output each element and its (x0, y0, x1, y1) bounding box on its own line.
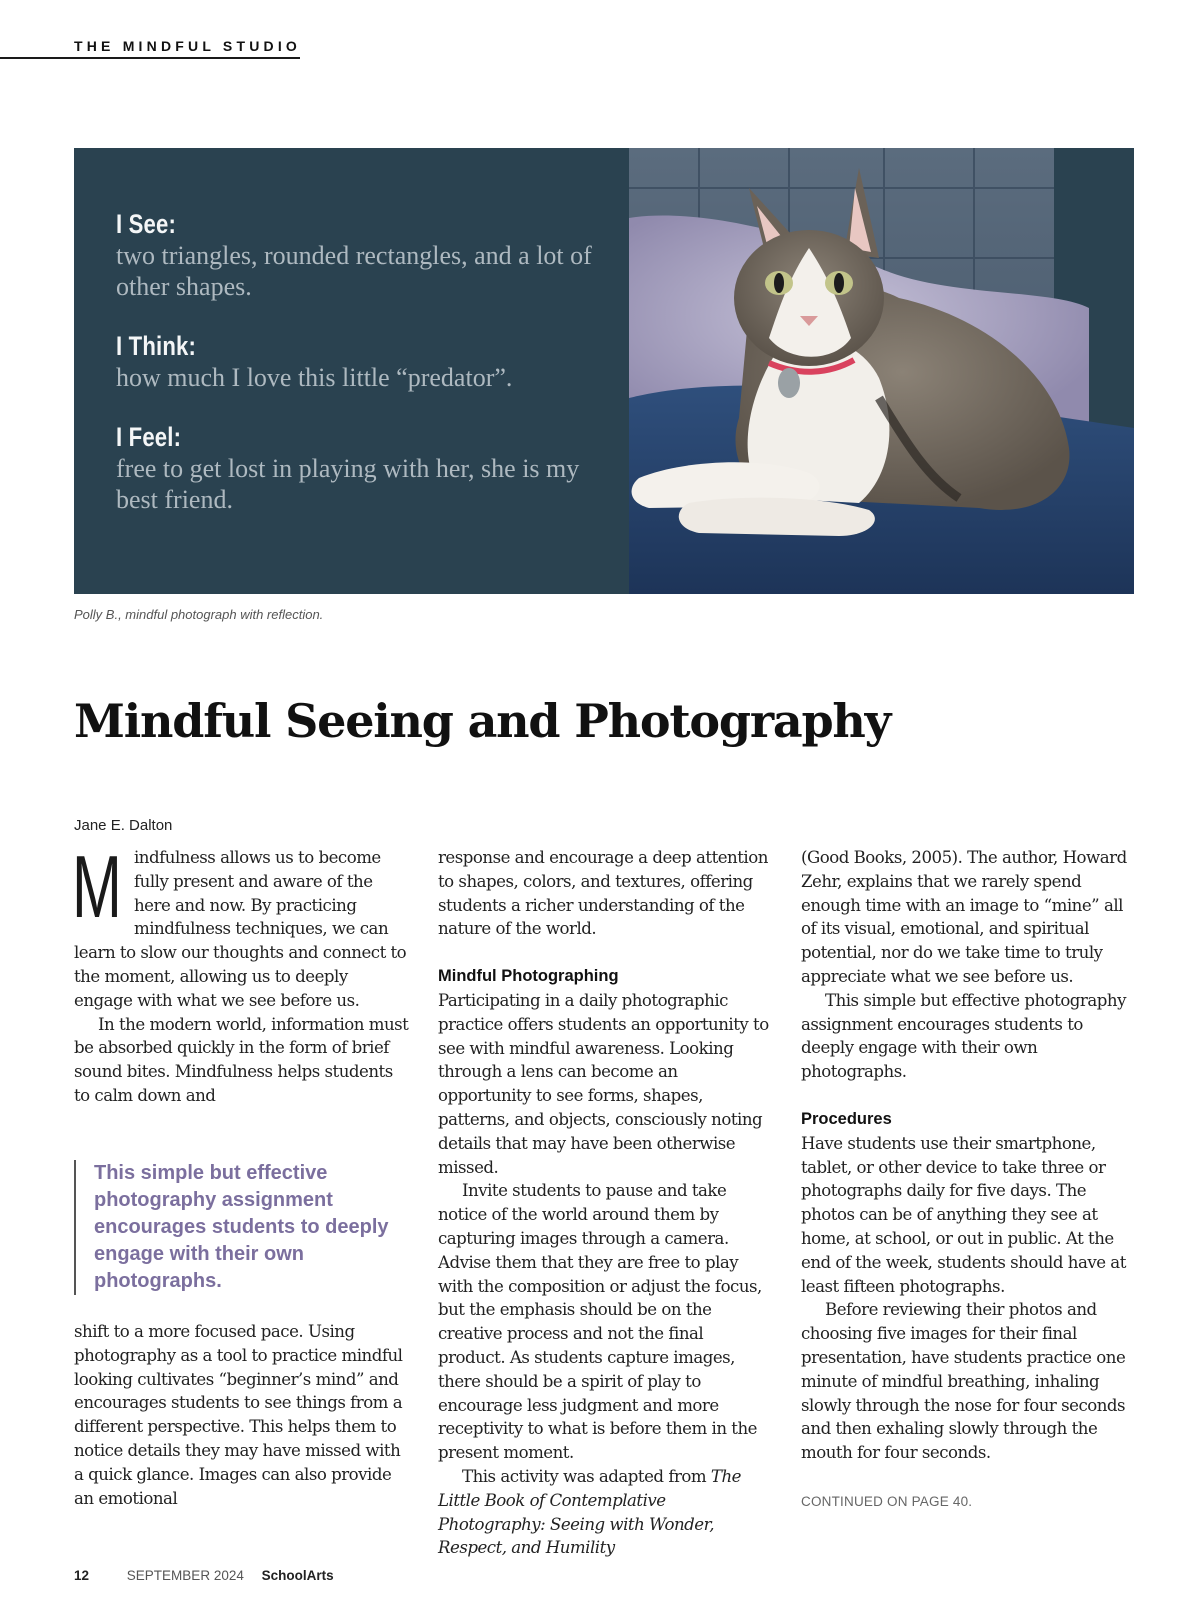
paragraph: In the modern world, information must be absorbed quickly in the form of brief sound bites. Mindfulness helps students to calm down and (74, 1014, 409, 1105)
reflection-heading-feel: I Feel: (116, 422, 182, 452)
cat-photo (629, 148, 1134, 594)
paragraph (438, 1465, 774, 1560)
continued-notice: CONTINUED ON PAGE 40. (801, 1494, 973, 1509)
issue-date: SEPTEMBER 2024 (126, 1568, 244, 1583)
book-title: The Little Book of Contemplative Photography: Seeing with Wonder, Respect, and Humility (438, 1466, 741, 1558)
article-title: Mindful Seeing and Photography (74, 694, 891, 748)
reflection-text-feel: free to get lost in playing with her, she is my best friend. (116, 454, 580, 514)
reflection-text-think: how much I love this little “predator”. (116, 363, 513, 392)
paragraph: Before reviewing their photos and choosing five images for their final presentation, have students practice one minute of mindful breathing, inhaling slowly through the nose for four seconds and then exhaling slowly through the mouth for four seconds. (801, 1300, 1126, 1463)
page-number: 12 (74, 1568, 90, 1583)
figure-caption: Polly B., mindful photograph with reflection. (74, 607, 324, 622)
intro-text: indfulness allows us to become fully present and aware of the here and now. By practicing mindfulness techniques, we can learn to slow our thoughts and connect to the moment, allowing us to deeply engage with what we see before us. (74, 848, 407, 1010)
paragraph: Have students use their smartphone, tablet, or other device to take three or photographs daily for five days. The photos can be of anything they see at home, at school, or out in public. At the end of the week, students should have at least fifteen photographs. (801, 1133, 1126, 1296)
subhead-mindful-photographing: Mindful Photographing (438, 967, 619, 986)
section-label: THE MINDFUL STUDIO (74, 38, 302, 54)
paragraph: (Good Books, 2005). The author, Howard Zehr, explains that we rarely spend enough time with an image to “mine” all of its visual, emotional, and spiritual potential, nor do we take time to truly appreciate what we see before us. (801, 848, 1127, 986)
paragraph: Participating in a daily photographic practice offers students an opportunity to see with mindful awareness. Looking through a lens can become an opportunity to see forms, shapes, patterns, and objects, consciously noting details that may have been otherwise missed. (438, 990, 769, 1177)
subhead-procedures: Procedures (801, 1109, 892, 1128)
reflection-heading-think: I Think: (116, 331, 197, 361)
paragraph: Invite students to pause and take notice of the world around them by capturing images through a camera. Advise them that they are free to play with the composition or adjust the focus, but the emphasis should be on the creative process and not the final product. As students capture images, there should be a spirit of play to encourage less judgment and more receptivity to what is before them in the present moment. (438, 1181, 762, 1463)
magazine-name: SchoolArts (261, 1568, 334, 1583)
section-rule (0, 57, 300, 59)
column-1-continued (74, 1320, 410, 1510)
page-footer (74, 1568, 334, 1583)
column-1 (72, 837, 410, 1108)
hero-figure (74, 148, 1134, 594)
paragraph: shift to a more focused pace. Using photography as a tool to practice mindful looking cultivates “beginner’s mind” and encourages students to see things from a different perspective. This helps them to notice details they may have missed with a quick glance. Images can also provide an emotional (74, 1322, 403, 1508)
reflection-text-see: two triangles, rounded rectangles, and a lot of other shapes. (116, 241, 592, 301)
source-lead: This activity was adapted from (462, 1466, 711, 1486)
paragraph (72, 837, 410, 1013)
paragraph: response and encourage a deep attention to shapes, colors, and textures, offering students a richer understanding of the nature of the world. (438, 848, 768, 939)
column-3 (801, 846, 1137, 1465)
drop-cap: M (72, 837, 122, 936)
paragraph: This simple but effective photography assignment encourages students to deeply engage with their own photographs. (801, 990, 1126, 1082)
column-2 (438, 846, 774, 1560)
pull-quote: This simple but effective photography assignment encourages students to deeply engage with their own photographs. (74, 1160, 394, 1295)
reflection-heading-see: I See: (116, 209, 177, 239)
reflection-panel (116, 208, 626, 543)
author-byline: Jane E. Dalton (74, 817, 173, 834)
